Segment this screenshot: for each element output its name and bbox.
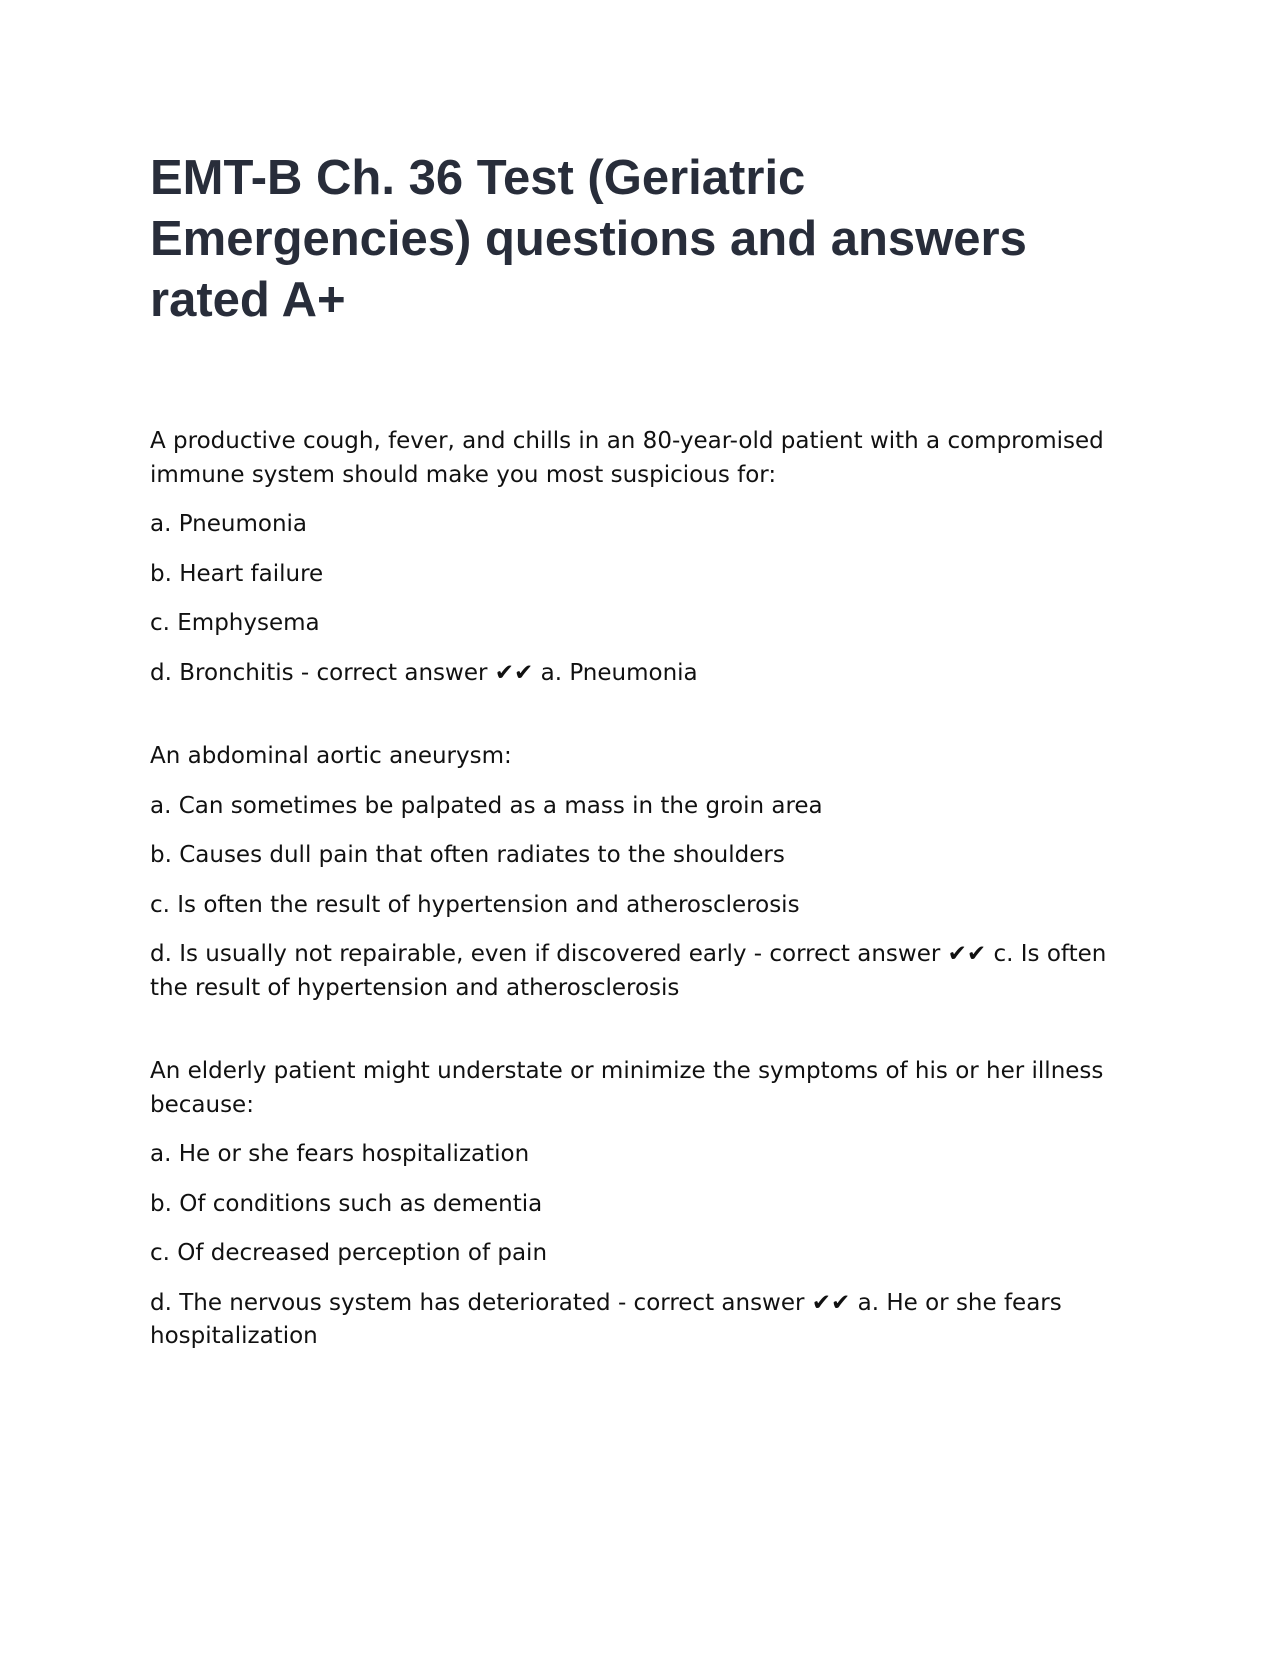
answer-option-with-correct-answer: d. Bronchitis - correct answer ✔✔ a. Pneumonia — [150, 659, 698, 686]
answer-option: b. Causes dull pain that often radiates to the shoulders — [150, 842, 785, 868]
question-block — [150, 740, 1125, 1005]
answer-option: a. Can sometimes be palpated as a mass in the groin area — [150, 792, 823, 819]
answer-option: c. Of decreased perception of pain — [150, 1240, 548, 1266]
answer-option: b. Heart failure — [150, 560, 324, 587]
answer-option-with-correct-answer: d. Is usually not repairable, even if discovered early - correct answer ✔✔ c. Is often the result of hypertension and atherosclerosis — [150, 941, 1107, 1001]
answer-option-with-correct-answer: d. The nervous system has deteriorated - correct answer ✔✔ a. He or she fears hospitalization — [150, 1289, 1062, 1349]
answer-option: c. Emphysema — [150, 610, 320, 636]
answer-option: c. Is often the result of hypertension and atherosclerosis — [150, 891, 800, 918]
answer-option: a. Pneumonia — [150, 511, 308, 537]
answer-option: b. Of conditions such as dementia — [150, 1190, 543, 1217]
question-block — [150, 425, 1125, 690]
question-prompt: An elderly patient might understate or minimize the symptoms of his or her illness because: — [150, 1058, 1104, 1118]
answer-option: a. He or she fears hospitalization — [150, 1141, 530, 1167]
document-page — [150, 148, 1125, 1370]
document-title: EMT-B Ch. 36 Test (Geriatric Emergencies) questions and answers rated A+ — [150, 151, 1027, 327]
question-prompt: A productive cough, fever, and chills in an 80-year-old patient with a compromised immune system should make you most suspicious for: — [150, 428, 1104, 488]
question-prompt: An abdominal aortic aneurysm: — [150, 743, 512, 769]
question-block — [150, 1055, 1125, 1354]
question-list — [150, 425, 1125, 1354]
